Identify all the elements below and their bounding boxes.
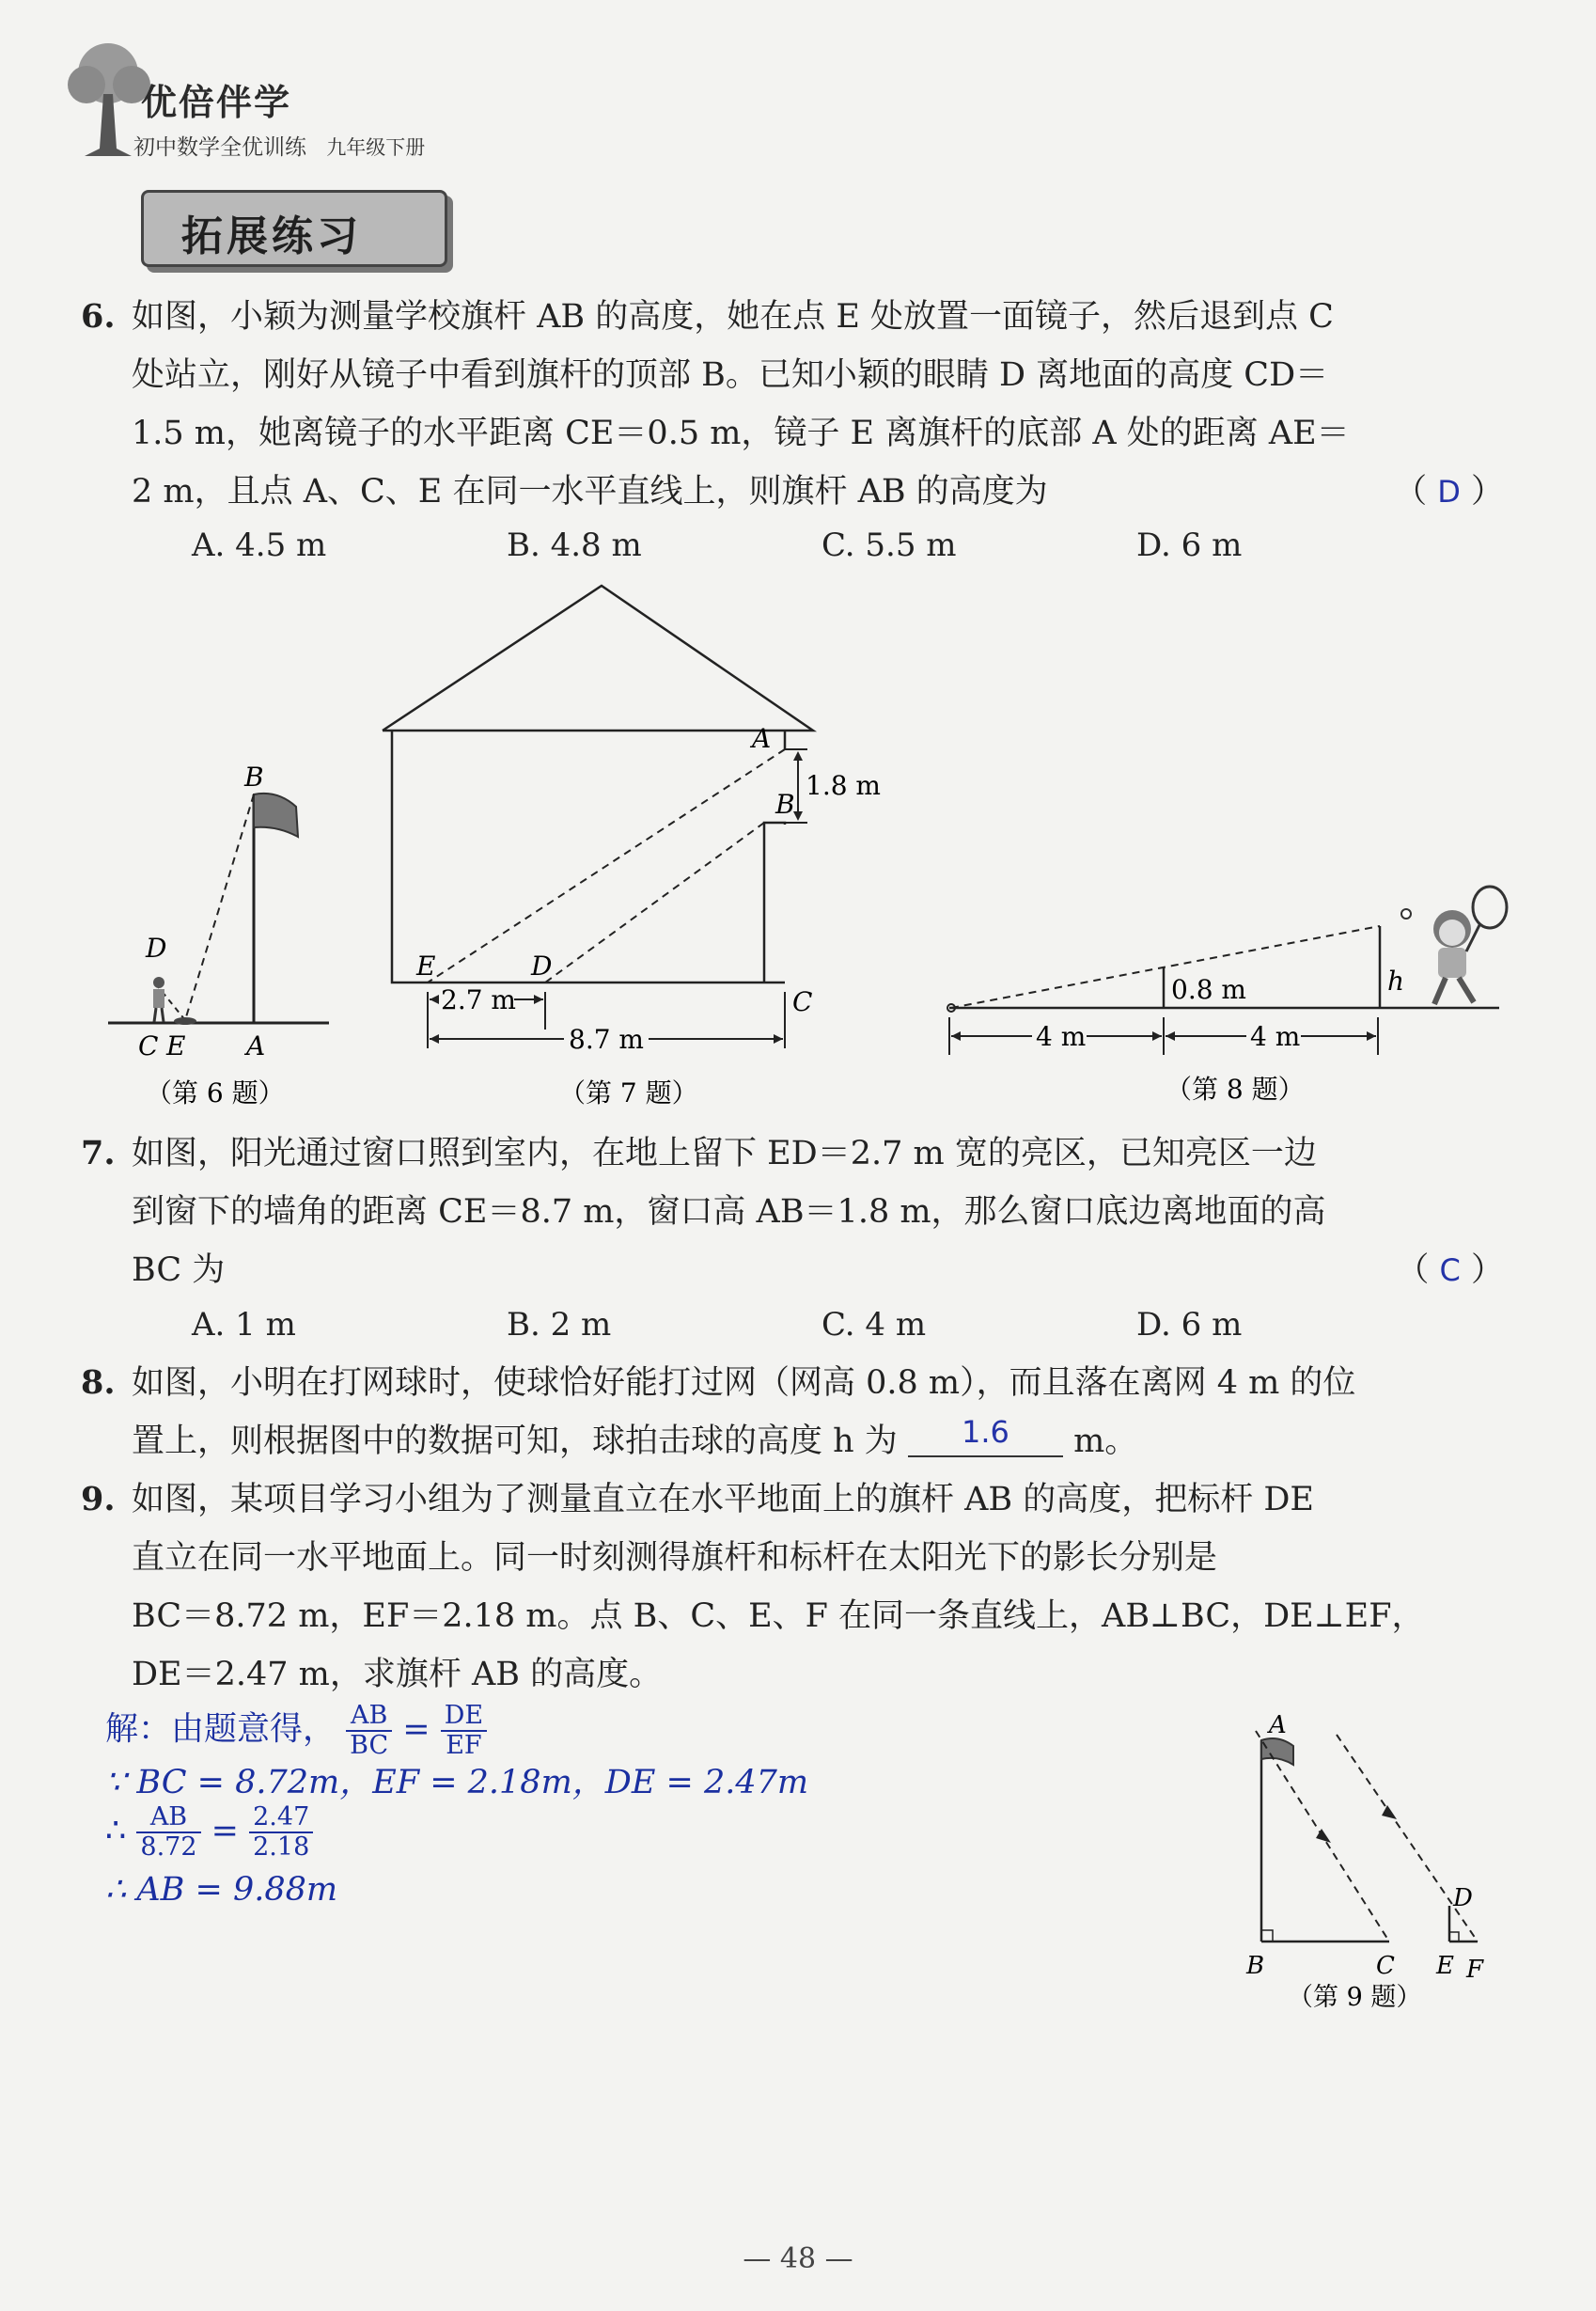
- question-text-line: 如图，小明在打网球时，使球恰好能打过网（网高 0.8 m），而且落在离网 4 m 的位: [132, 1364, 1356, 1402]
- figure-caption: （第 8 题）: [1166, 1074, 1305, 1105]
- mirror-icon: [174, 1017, 196, 1025]
- arrow-head: [1316, 1829, 1331, 1843]
- question-number: 6.: [81, 297, 116, 336]
- brand-title: 优倍伴学: [141, 82, 292, 123]
- window-height-label: 1.8 m: [806, 770, 881, 801]
- option-a: A. 1 m: [192, 1306, 296, 1344]
- arrow-head: [951, 1031, 961, 1041]
- question-text-line: m。: [1073, 1423, 1138, 1460]
- label-e: E: [166, 1030, 186, 1061]
- arrow-head: [1152, 1031, 1162, 1041]
- figure-caption: （第 7 题）: [559, 1077, 698, 1108]
- figure-caption: （第 6 题）: [146, 1077, 285, 1108]
- solution-line-2: [105, 1756, 808, 1803]
- answer-choice: D: [1437, 474, 1461, 510]
- arrow-head: [534, 995, 543, 1004]
- option-a: A. 4.5 m: [192, 527, 327, 564]
- figure-caption: （第 9 题）: [1288, 1983, 1422, 2007]
- solution-text: 解：由题意得，: [105, 1710, 336, 1749]
- answer-value: 1.6: [961, 1414, 1009, 1450]
- ed-label: 2.7 m: [441, 984, 516, 1015]
- question-text-line: 置上，则根据图中的数据可知，球拍击球的高度 h 为: [132, 1423, 898, 1460]
- solution-text: ∴ AB = 9.88m: [105, 1871, 338, 1909]
- label-c: C: [1376, 1952, 1395, 1980]
- distance-label: 4 m: [1250, 1021, 1301, 1052]
- question-number: 7.: [81, 1134, 116, 1172]
- right-angle-mark: [1261, 1930, 1273, 1942]
- label-d: D: [1453, 1884, 1473, 1912]
- label-e: E: [1436, 1952, 1454, 1980]
- flag-icon: [1261, 1738, 1293, 1765]
- label-a: A: [752, 723, 772, 754]
- solution-line-4: [105, 1871, 337, 1909]
- house-wall: [392, 731, 785, 983]
- h-label: h: [1387, 966, 1405, 997]
- question-text-line: 如图，阳光通过窗口照到室内，在地上留下 ED＝2.7 m 宽的亮区，已知亮区一边: [132, 1135, 1317, 1172]
- ray-dashed: [185, 794, 254, 1020]
- solution-line-3: ∴ $\frac{AB}{8.72}$ = $\frac{2.47}{2.18}$: [105, 1803, 313, 1862]
- person-icon: [153, 977, 164, 1022]
- brand-subtitle: [133, 130, 425, 161]
- flag-icon: [254, 794, 298, 837]
- option-c: C. 4 m: [821, 1306, 927, 1344]
- page-number: — 48 —: [743, 2242, 853, 2275]
- label-b: B: [775, 789, 795, 820]
- question-text-line: 直立在同一水平地面上。同一时刻测得旗杆和标杆在太阳光下的影长分别是: [132, 1539, 1218, 1577]
- ray-dashed: [428, 749, 785, 983]
- option-b: B. 4.8 m: [507, 527, 642, 564]
- question-text-line: 处站立，刚好从镜子中看到旗杆的顶部 B。已知小颖的眼睛 D 离地面的高度 CD＝: [132, 356, 1329, 394]
- right-angle-mark: [1449, 1932, 1459, 1942]
- answer-bracket: （ C ）: [1396, 1251, 1504, 1289]
- answer-bracket: （ D ）: [1394, 473, 1504, 511]
- question-8: [81, 1354, 1504, 1470]
- question-9: [81, 1470, 1504, 1704]
- fraction: $\frac{AB}{BC}$: [346, 1702, 392, 1760]
- question-text-line: 如图，小颖为测量学校旗杆 AB 的高度，她在点 E 处放置一面镜子，然后退到点 C: [132, 298, 1334, 336]
- option-d: D. 6 m: [1136, 527, 1243, 564]
- ce-label: 8.7 m: [569, 1024, 644, 1055]
- question-6: [81, 288, 1504, 521]
- question-text-line: 1.5 m，她离镜子的水平距离 CE＝0.5 m，镜子 E 离旗杆的底部 A 处的距离 AE＝: [132, 415, 1350, 452]
- arrow-head: [430, 995, 439, 1004]
- option-c: C. 5.5 m: [821, 527, 957, 564]
- question-text-line: BC＝8.72 m，EF＝2.18 m。点 B、C、E、F 在同一条直线上，AB⊥BC，DE⊥EF，: [132, 1597, 1425, 1635]
- label-c: C: [792, 986, 813, 1017]
- question-text-line: 如图，某项目学习小组为了测量直立在水平地面上的旗杆 AB 的高度，把标杆 DE: [132, 1481, 1314, 1518]
- fraction: $\frac{2.47}{2.18}$: [249, 1803, 313, 1862]
- arrow-head: [1382, 1805, 1397, 1819]
- solution-line-1: 解：由题意得， $\frac{AB}{BC}$ = $\frac{DE}{EF}$: [105, 1702, 487, 1760]
- figure-7: [371, 578, 898, 1119]
- arrow-head: [1166, 1031, 1175, 1041]
- tennis-player-icon: [1401, 887, 1507, 1004]
- figure-8: [931, 865, 1518, 1119]
- distance-label: 4 m: [1036, 1021, 1087, 1052]
- label-e: E: [416, 951, 436, 982]
- arrow-head: [1367, 1031, 1376, 1041]
- arrow-head: [774, 1034, 783, 1044]
- label-b: B: [1246, 1952, 1265, 1980]
- question-text-line: 到窗下的墙角的距离 CE＝8.7 m，窗口高 AB＝1.8 m，那么窗口底边离地面的高: [132, 1193, 1326, 1231]
- label-c: C: [138, 1030, 159, 1061]
- answer-blank[interactable]: [908, 1412, 1063, 1457]
- question-number: 9.: [81, 1480, 116, 1518]
- grade-label: 九年级下册: [326, 136, 426, 159]
- window-wall: [764, 823, 785, 983]
- option-b: B. 2 m: [507, 1306, 612, 1344]
- question-7: [81, 1124, 1504, 1299]
- label-a: A: [1269, 1711, 1287, 1739]
- solution-text: ∴: [105, 1812, 127, 1850]
- figure-9: [1231, 1706, 1523, 2007]
- label-d: D: [146, 933, 167, 964]
- question-text-line: 2 m，且点 A、C、E 在同一水平直线上，则旗杆 AB 的高度为: [132, 473, 1048, 511]
- arrow-head: [430, 1034, 439, 1044]
- question-text-line: DE＝2.47 m，求旗杆 AB 的高度。: [132, 1656, 663, 1693]
- option-d: D. 6 m: [1136, 1306, 1243, 1344]
- net-height-label: 0.8 m: [1171, 974, 1246, 1005]
- fraction: $\frac{DE}{EF}$: [441, 1702, 487, 1760]
- label-b: B: [244, 762, 264, 793]
- question-number: 8.: [81, 1363, 116, 1402]
- ray-dashed: [545, 823, 764, 983]
- book-title: 初中数学全优训练: [133, 135, 306, 160]
- label-a: A: [246, 1030, 266, 1061]
- figure-6: [99, 752, 343, 1119]
- label-d: D: [531, 951, 553, 982]
- answer-choice: C: [1439, 1252, 1461, 1288]
- label-f: F: [1466, 1956, 1484, 1984]
- roof-outline: [383, 586, 813, 731]
- arrow-head: [793, 751, 803, 761]
- question-text-line: BC 为: [132, 1251, 226, 1289]
- solution-text: ∵ BC = 8.72m，EF = 2.18m，DE = 2.47m: [105, 1764, 809, 1801]
- section-title: 拓展练习: [181, 212, 362, 260]
- fraction: $\frac{AB}{8.72}$: [136, 1803, 200, 1862]
- section-banner: [141, 190, 447, 267]
- ball-path-dashed: [951, 926, 1380, 1008]
